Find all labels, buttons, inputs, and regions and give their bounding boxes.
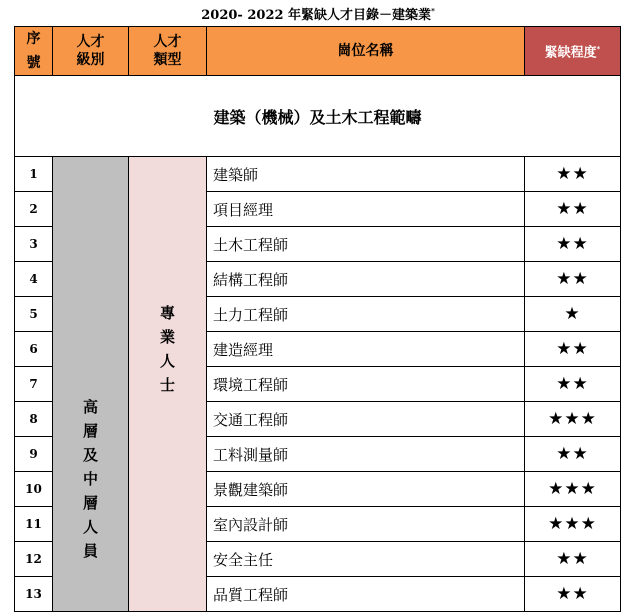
header-job: 崗位名稱 [207,27,525,76]
job-title: 交通工程師 [207,402,525,437]
row-number: 6 [15,332,53,367]
urgency-stars: ★★ [525,332,621,367]
urgency-stars: ★ [525,297,621,332]
urgency-stars: ★★ [525,437,621,472]
job-title: 土力工程師 [207,297,525,332]
row-number: 7 [15,367,53,402]
job-title: 項目經理 [207,192,525,227]
row-number: 3 [15,227,53,262]
job-title: 工料測量師 [207,437,525,472]
row-number: 13 [15,577,53,612]
row-number: 9 [15,437,53,472]
job-title: 室內設計師 [207,507,525,542]
header-type: 人才類型 [129,27,207,76]
document-title [0,4,636,23]
section-title: 建築（機械）及土木工程範疇 [15,76,621,157]
section-row [15,76,621,157]
urgency-stars: ★★ [525,192,621,227]
row-number: 5 [15,297,53,332]
job-title: 結構工程師 [207,262,525,297]
job-title: 土木工程師 [207,227,525,262]
talent-list-table [14,26,621,612]
header-num: 序號 [15,27,53,76]
row-number: 1 [15,157,53,192]
job-title: 環境工程師 [207,367,525,402]
row-number: 12 [15,542,53,577]
job-title: 建築師 [207,157,525,192]
row-number: 11 [15,507,53,542]
urgency-stars: ★★ [525,542,621,577]
job-title: 建造經理 [207,332,525,367]
header-level: 人才級別 [53,27,129,76]
job-title: 安全主任 [207,542,525,577]
talent-level-cell [53,157,129,612]
table-row [15,157,621,192]
job-title: 景觀建築師 [207,472,525,507]
urgency-stars: ★★ [525,367,621,402]
urgency-stars: ★★ [525,227,621,262]
document-title-text: 2020- 2022 年緊缺人才目錄－建築業 [201,8,432,23]
talent-level-label: 高層及中層人員 [82,398,98,560]
table-header-row [15,27,621,76]
talent-type-label: 專業人士 [159,304,175,394]
row-number: 8 [15,402,53,437]
job-title: 品質工程師 [207,577,525,612]
urgency-stars: ★★★ [525,472,621,507]
row-number: 10 [15,472,53,507]
row-number: 4 [15,262,53,297]
urgency-stars: ★★★ [525,507,621,542]
urgency-stars: ★★ [525,262,621,297]
title-footnote-mark: * [431,6,435,16]
urgency-stars: ★★★ [525,402,621,437]
row-number: 2 [15,192,53,227]
talent-type-cell [129,157,207,612]
urgency-stars: ★★ [525,577,621,612]
header-urgency: 緊缺程度* [525,27,621,76]
urgency-stars: ★★ [525,157,621,192]
